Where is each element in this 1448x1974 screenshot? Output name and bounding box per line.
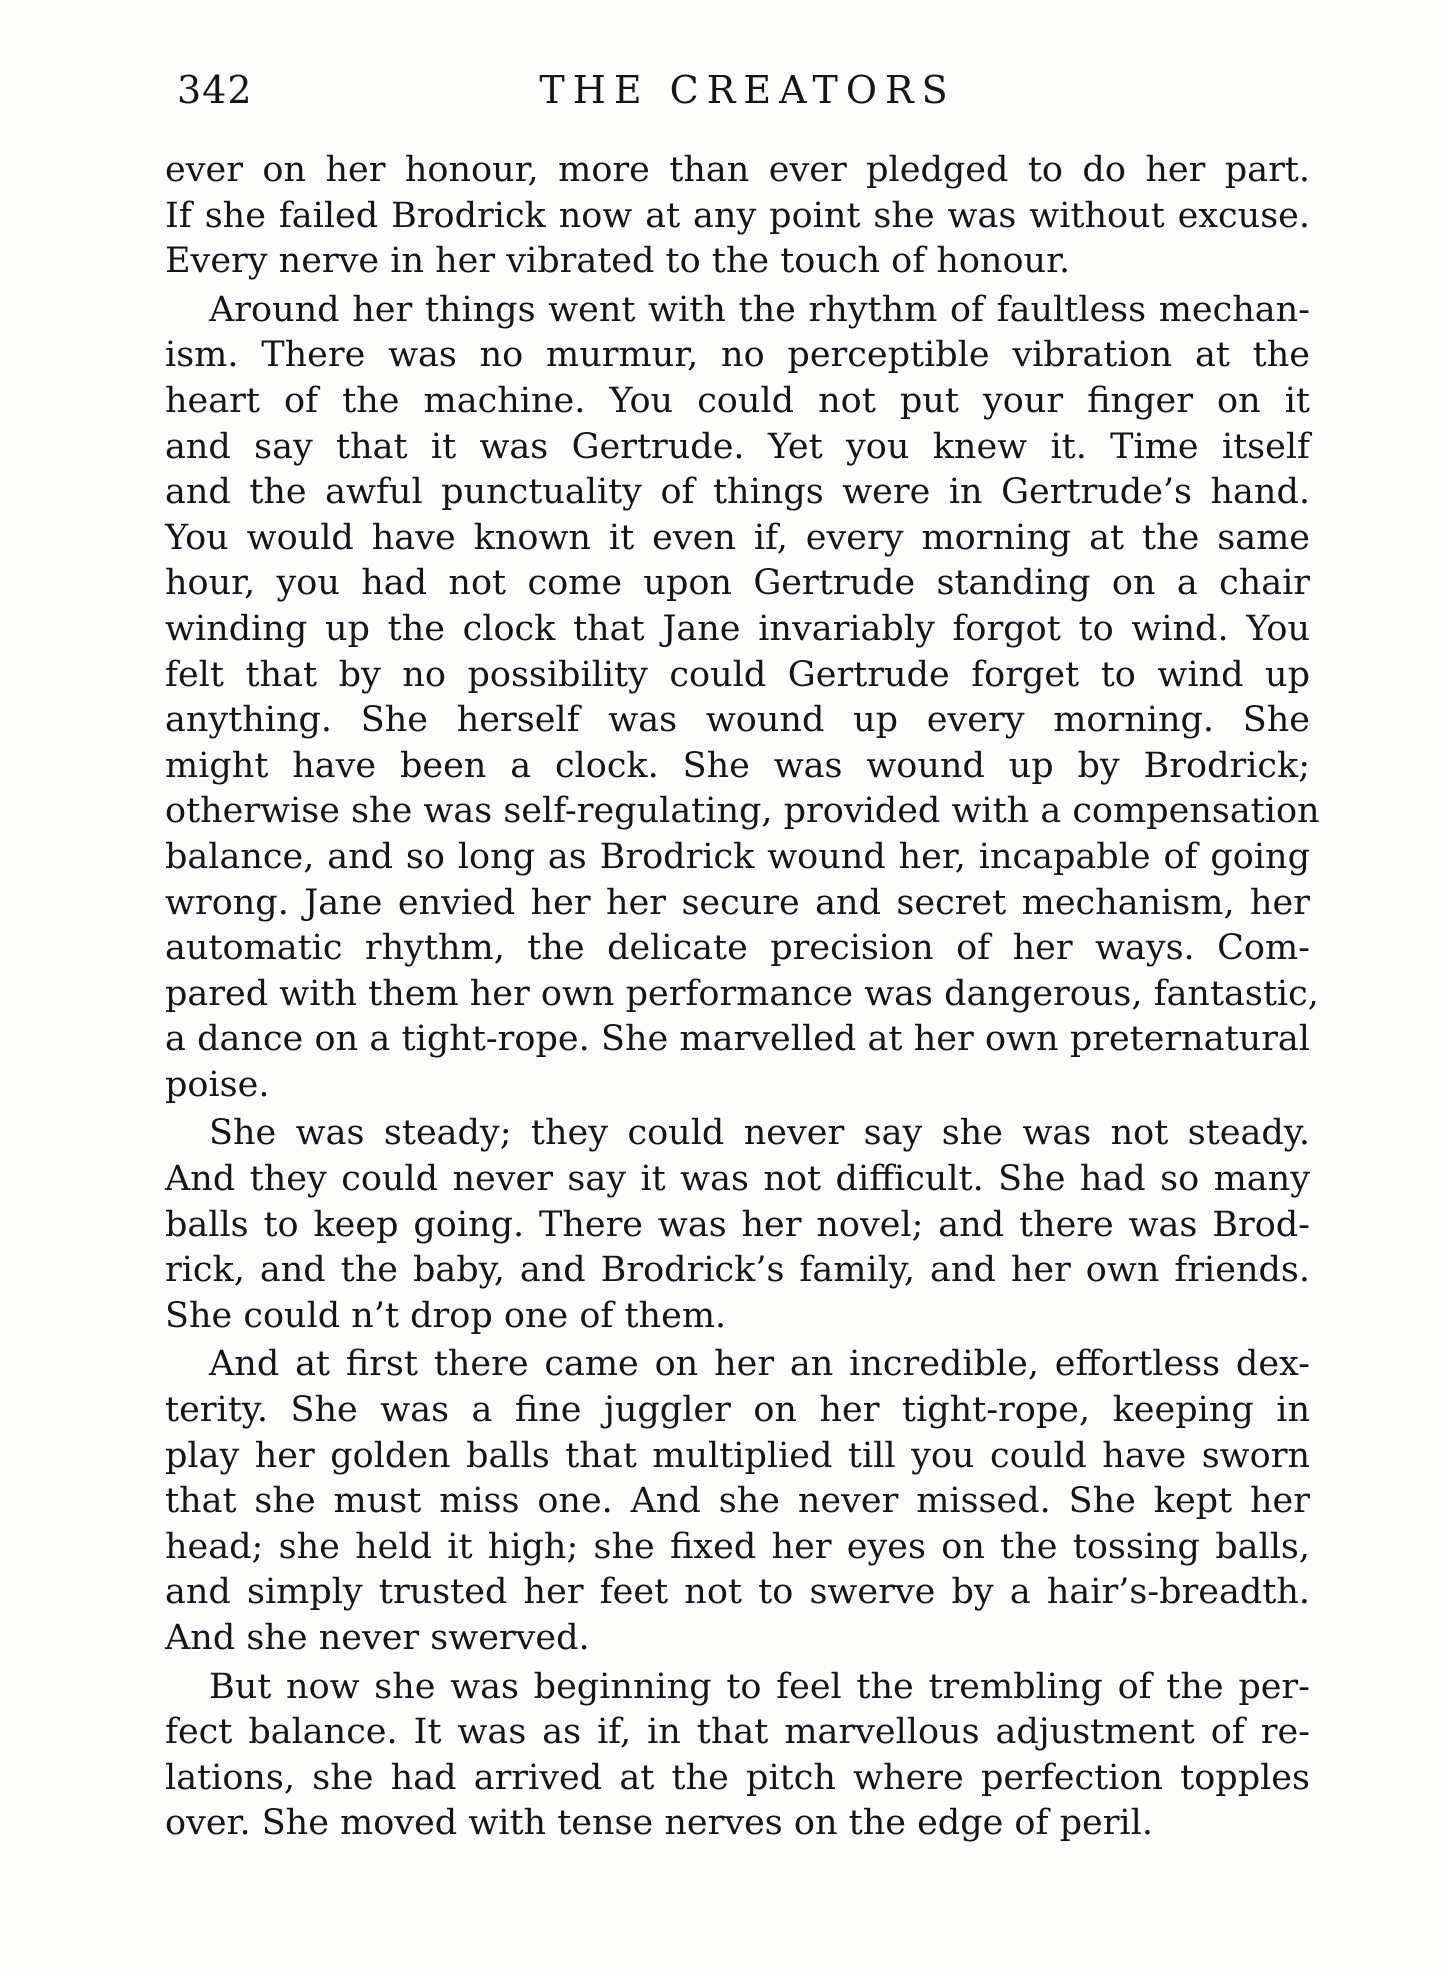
- text-line: might have been a clock. She was wound up by Brodrick;: [165, 745, 1310, 786]
- paragraph: [165, 288, 1320, 1109]
- text-line: And they could never say it was not difficult. She had so many: [165, 1159, 1310, 1200]
- text-line: play her golden balls that multiplied till you could have sworn: [165, 1435, 1310, 1476]
- page-number: 342: [177, 68, 253, 112]
- paragraph: [165, 1665, 1310, 1847]
- text-line: rick, and the baby, and Brodrick’s family, and her own friends.: [165, 1250, 1310, 1291]
- text-line: ism. There was no murmur, no perceptible vibration at the: [165, 335, 1310, 376]
- text-line: ever on her honour, more than ever pledged to do her part.: [165, 150, 1310, 190]
- paragraph: [165, 1111, 1310, 1339]
- text-line: balls to keep going. There was her novel; and there was Brod-: [165, 1204, 1310, 1245]
- paragraph: [165, 148, 1310, 285]
- text-line: and simply trusted her feet not to swerve by a hair’s-breadth.: [165, 1572, 1310, 1613]
- text-line: lations, she had arrived at the pitch where perfection topples: [165, 1757, 1310, 1798]
- text-line: anything. She herself was wound up every morning. She: [165, 700, 1310, 741]
- text-line: Every nerve in her vibrated to the touch of honour.: [165, 241, 1071, 282]
- text-line: that she must miss one. And she never missed. She kept her: [165, 1481, 1310, 1522]
- text-line: She was steady; they could never say she was not steady.: [209, 1113, 1310, 1154]
- text-line: But now she was beginning to feel the trembling of the per-: [209, 1666, 1310, 1707]
- text-line: over. She moved with tense nerves on the edge of peril.: [165, 1803, 1153, 1844]
- text-line: head; she held it high; she fixed her eyes on the tossing balls,: [165, 1526, 1310, 1567]
- text-line: Around her things went with the rhythm of faultless mechan-: [209, 289, 1310, 330]
- text-line: and the awful punctuality of things were in Gertrude’s hand.: [165, 472, 1310, 513]
- text-line: felt that by no possibility could Gertrude forget to wind up: [165, 654, 1310, 695]
- text-line: poise.: [165, 1064, 270, 1105]
- paragraph: [165, 1342, 1310, 1661]
- text-line: heart of the machine. You could not put your finger on it: [165, 380, 1310, 421]
- text-line: If she failed Brodrick now at any point she was without excuse.: [165, 195, 1310, 236]
- text-line: automatic rhythm, the delicate precision of her ways. Com-: [165, 928, 1310, 969]
- text-line: hour, you had not come upon Gertrude standing on a chair: [165, 563, 1310, 604]
- running-head: [165, 60, 1310, 120]
- body-text: [165, 148, 1320, 1850]
- text-line: and say that it was Gertrude. Yet you knew it. Time itself: [165, 426, 1310, 467]
- text-line: And she never swerved.: [165, 1618, 590, 1658]
- text-line: You would have known it even if, every morning at the same: [165, 517, 1310, 558]
- running-title: THE CREATORS: [539, 68, 956, 112]
- text-line: She could n’t drop one of them.: [165, 1295, 727, 1336]
- text-line: fect balance. It was as if, in that marvellous adjustment of re-: [165, 1712, 1310, 1753]
- text-line: wrong. Jane envied her her secure and secret mechanism, her: [165, 882, 1310, 923]
- text-line: winding up the clock that Jane invariably forgot to wind. You: [165, 608, 1310, 649]
- text-line: a dance on a tight-rope. She marvelled at her own preternatural: [165, 1019, 1310, 1060]
- text-line: otherwise she was self-regulating, provided with a compensation: [165, 791, 1320, 832]
- text-line: terity. She was a fine juggler on her tight-rope, keeping in: [165, 1390, 1310, 1431]
- text-line: pared with them her own performance was dangerous, fantastic,: [165, 973, 1319, 1014]
- text-line: And at first there came on her an incredible, effortless dex-: [209, 1344, 1310, 1385]
- text-line: balance, and so long as Brodrick wound her, incapable of going: [165, 836, 1310, 877]
